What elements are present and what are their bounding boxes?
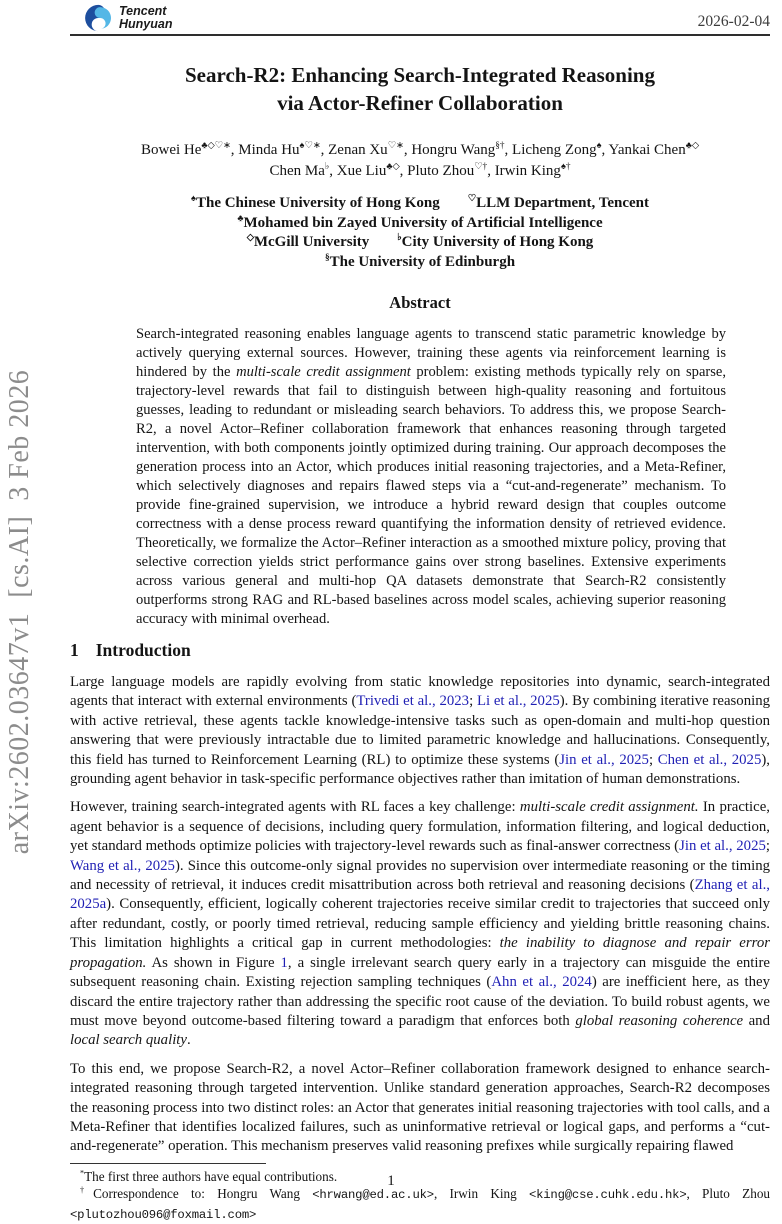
citation-link[interactable]: Ahn et al., 2024 [491,974,592,991]
affiliation-line-1: ♠The Chinese University of Hong Kong ♡LLM Department, Tencent [191,194,649,211]
citation-link[interactable]: Chen et al., 2025 [657,751,762,768]
figure-ref-link[interactable]: 1 [280,954,288,971]
authors-line-1: Bowei He♣◇♡∗, Minda Hu♠♡∗, Zenan Xu♡∗, Hongru Wang§†, Licheng Zong♠, Yankai Chen♣◇ [141,141,699,158]
page-header [70,0,770,36]
footnote-equal-contribution: *The first three authors have equal contributions. [80,1168,338,1184]
paper-title-line-1: Search-R2: Enhancing Search-Integrated Reasoning [185,63,655,87]
citation-link[interactable]: Li et al., 2025 [476,693,560,710]
footnote-rule [70,1163,266,1164]
citation-link[interactable]: Trivedi et al., 2023 [356,693,470,710]
authors-block [70,140,770,182]
citation-link[interactable]: Zhang et al., 2025a [70,877,770,913]
page-number: 1 [387,1173,395,1189]
authors-line-2: Chen Ma♭, Xue Liu♣◇, Pluto Zhou♡†, Irwin King♠† [269,162,571,179]
affiliation-line-2: ♣Mohamed bin Zayed University of Artificial Intelligence [237,213,603,231]
abstract-body: Search-integrated reasoning enables language agents to transcend static parametric knowledge by actively querying external sources. However, training these agents via reinforcement learning is hindered by the multi-scale credit assignment problem: existing methods typically rely on sparse, trajectory-level rewards that fail to distinguish between high-quality reasoning and fortuitous guesses, leading to redundant or misleading search behaviors. To address this, we propose Search-R2, a novel Actor–Refiner collaboration framework that enhances reasoning through targeted intervention, with both components jointly optimized during training. Our approach decomposes the generation process into an Actor, which produces initial reasoning trajectories, and a Meta-Refiner, which selectively diagnoses and repairs flawed steps via a “cut-and-regenerate” mechanism. To provide fine-grained supervision, we introduce a hybrid reward design that couples outcome correctness with a dense process reward quantifying the information density of retrieved evidence. Theoretically, we formalize the Actor–Refiner interaction as a smoothed mixture policy, proving that selective correction yields strict performance gains over strong baselines. Extensive experiments across various general and multi-hop QA datasets demonstrate that Search-R2 consistently outperforms strong RAG and RL-based baselines across model scales, achieving superior reasoning accuracy with minimal overhead. [136,326,727,627]
affiliation-line-4: §The University of Edinburgh [324,252,516,270]
section-number: 1 [70,640,79,660]
intro-paragraph-1: Large language models are rapidly evolving from static knowledge repositories into dynamic, search-integrated agents that interact with external environments (Trivedi et al., 2023; Li et al., 2025). By combining iterative reasoning with active retrieval, these agents tackle knowledge-intensive tasks such as open-domain and multi-hop question answering that were previously intractable due to limited parametric knowledge and hallucinations. Consequently, this field has turned to Reinforcement Learning (RL) to optimize these systems (Jin et al., 2025; Chen et al., 2025), grounding agent behavior in task-specific performance objectives rather than imitation of human demonstrations. [70,674,770,788]
email-address[interactable]: <plutozhou096@foxmail.com> [70,1207,257,1222]
paper-title-line-2: via Actor-Refiner Collaboration [277,90,563,115]
intro-paragraph-2: However, training search-integrated agents with RL faces a key challenge: multi-scale credit assignment. In practice, agent behavior is a sequence of decisions, including query formulation, information filtering, and logical deduction, yet standard methods optimize policies with trajectory-level rewards such as final-answer correctness (Jin et al., 2025; Wang et al., 2025). Since this outcome-only signal provides no supervision over intermediate reasoning or the timing and necessity of retrieval, it induces credit misattribution across both retrieval and reasoning decisions (Zhang et al., 2025a). Consequently, efficient, logically coherent trajectories receive similar credit to trajectories that succeed only after redundant, costly, or poorly timed retrieval, reducing sample efficiency and yielding brittle reasoning chains. This limitation highlights a critical gap in current methodologies: the inability to diagnose and repair error propagation. As shown in Figure 1, a single irrelevant search query early in a trajectory can misguide the entire subsequent reasoning chain. Existing rejection sampling techniques (Ahn et al., 2024) are inefficient here, as they discard the entire trajectory rather than addressing the specific root cause of the deviation. To build robust agents, we must move beyond outcome-based filtering toward a paradigm that enforces both global reasoning coherence and local search quality. [70,799,771,1049]
logo-wordmark [119,5,172,32]
date-stamp: 2026-02-04 [697,13,770,30]
logo-line-2: Hunyuan [119,17,173,31]
section-title: Introduction [95,640,191,660]
citation-link[interactable]: Wang et al., 2025 [70,857,175,874]
intro-paragraph-3: To this end, we propose Search-R2, a novel Actor–Refiner collaboration framework designed to enhance search-integrated reasoning through targeted intervention. Unlike standard generation approaches, Search-R2 decomposes the reasoning process into two distinct roles: an Actor that generates initial reasoning trajectories with tool calls, and a Meta-Refiner that identifies localized failures, such as uninformative retrieval or logical gaps, and performs a “cut-and-regenerate” operation. This mechanism preserves valid reasoning prefixes while surgically repairing flawed [70,1060,770,1155]
paper-content [70,0,770,1224]
email-address[interactable]: <hrwang@ed.ac.uk> [312,1188,434,1203]
abstract-heading: Abstract [389,293,451,312]
footnote-correspondence: †Correspondence to: Hongru Wang <hrwang@ed.ac.uk>, Irwin King <king@cse.cuhk.edu.hk>, Pluto Zhou <plutozhou096@foxmail.com> [70,1185,771,1222]
citation-link[interactable]: Jin et al., 2025 [679,838,766,855]
paper-title [70,62,770,117]
citation-link[interactable]: Jin et al., 2025 [559,751,649,768]
arxiv-watermark: arXiv:2602.03647v1 [cs.AI] 3 Feb 2026 [4,369,35,855]
hunyuan-swirl-icon [84,3,114,33]
logo-line-1: Tencent [119,3,167,18]
tencent-hunyuan-logo [84,3,172,33]
section-heading-introduction [70,640,770,661]
affiliation-line-3: ◇McGill University ♭City University of Hong Kong [246,233,594,250]
email-address[interactable]: <king@cse.cuhk.edu.hk> [528,1188,687,1203]
affiliations-block [70,194,770,272]
